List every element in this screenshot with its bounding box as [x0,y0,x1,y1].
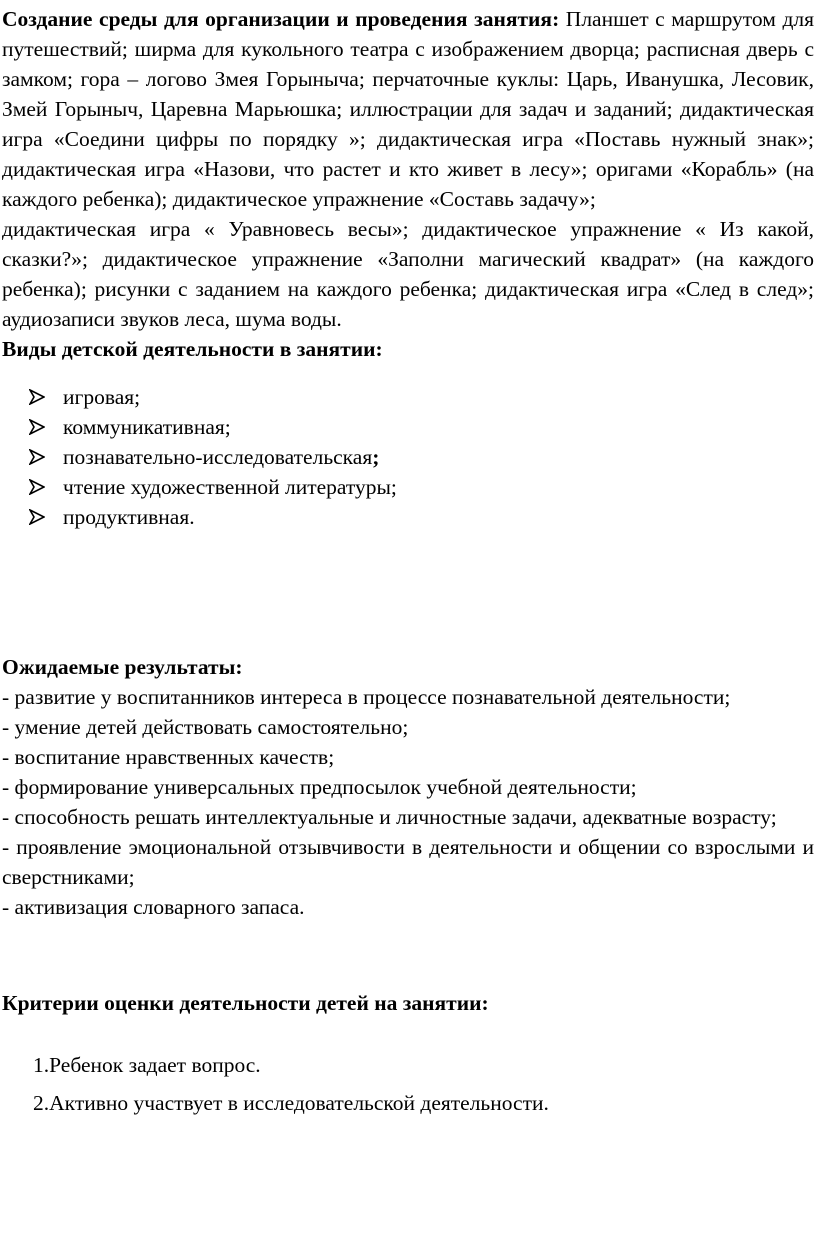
environment-heading: Создание среды для организации и проведения занятия: [2,7,560,31]
activity-item [2,412,814,442]
activities-heading: Виды детской деятельности в занятии: [2,337,383,361]
arrowhead-bullet-icon [29,509,45,525]
activities-list [2,382,814,532]
spacer [2,1018,814,1050]
arrowhead-bullet-icon [29,449,45,465]
environment-paragraph [2,4,814,214]
criteria-list [2,1050,814,1118]
activity-label: коммуникативная; [63,415,231,439]
document-page [2,4,814,1118]
spacer [2,364,814,382]
activity-label: продуктивная. [63,505,195,529]
arrowhead-bullet-icon [29,479,45,495]
activity-label: игровая; [63,385,141,409]
results-section [2,652,814,922]
results-heading: Ожидаемые результаты: [2,655,243,679]
activity-item [2,382,814,412]
activity-item [2,502,814,532]
activity-item [2,472,814,502]
criteria-item: 1.Ребенок задает вопрос. [33,1053,261,1077]
environment-text-2: дидактическая игра « Уравновесь весы»; дидактическое упражнение « Из какой, сказки?»; дидактическое упражнение «Заполни магический квадрат» (на каждого ребенка); рисунки с заданием на каждого ребенка; дидактическая игра «След в след»; аудиозаписи звуков леса, шума воды. [2,217,814,331]
result-item: - воспитание нравственных качеств; [2,745,335,769]
result-item: - формирование универсальных предпосылок учебной деятельности; [2,775,637,799]
result-item: - умение детей действовать самостоятельно; [2,715,409,739]
activity-suffix: ; [372,445,380,469]
activity-label: познавательно-исследовательская [63,445,373,469]
result-item: - способность решать интеллектуальные и личностные задачи, адекватные возрасту; [2,805,777,829]
spacer [2,922,814,988]
activity-item [2,442,814,472]
environment-paragraph-2 [2,214,814,334]
criteria-heading: Критерии оценки деятельности детей на занятии: [2,991,489,1015]
result-item: - развитие у воспитанников интереса в процессе познавательной деятельности; [2,685,731,709]
arrowhead-bullet-icon [29,419,45,435]
result-item: - проявление эмоциональной отзывчивости в деятельности и общении со взрослыми и сверстниками; [2,835,814,889]
arrowhead-bullet-icon [29,389,45,405]
environment-text-1: Планшет с маршрутом для путешествий; ширма для кукольного театра с изображением дворца; расписная дверь с замком; гора – логово Змея Горыныча; перчаточные куклы: Царь, Иванушка, Лесовик, Змей Горыныч, Царевна Марьюшка; иллюстрации для задач и заданий; дидактическая игра «Соедини цифры по порядку »; дидактическая игра «Поставь нужный знак»; дидактическая игра «Назови, что растет и кто живет в лесу»; оригами «Корабль» (на каждого ребенка); дидактическое упражнение «Составь задачу»; [2,7,814,211]
result-item: - активизация словарного запаса. [2,895,305,919]
spacer [2,532,814,652]
activity-label: чтение художественной литературы; [63,475,397,499]
criteria-item: 2.Активно участвует в исследовательской деятельности. [33,1091,549,1115]
